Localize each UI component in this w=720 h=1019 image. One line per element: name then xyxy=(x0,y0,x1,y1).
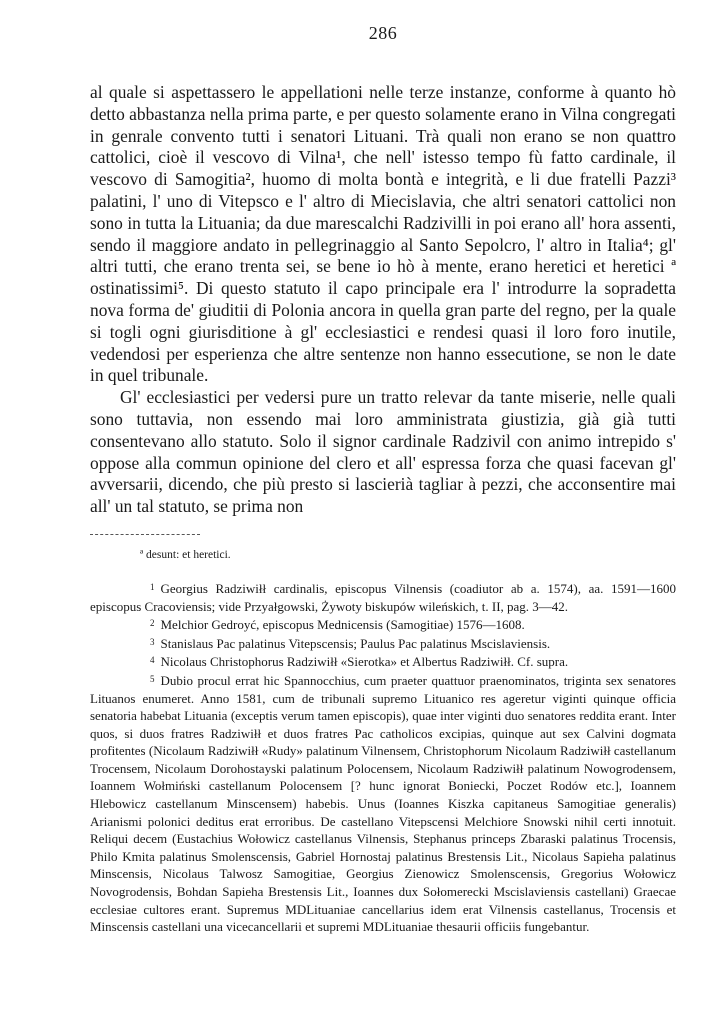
paragraph: Gl' ecclesiastici per vedersi pure un tratto relevar da tante miserie, nelle quali sono tuttavia, non essendo mai loro amministrata giustizia, già già tutti consentevano allo statuto. Solo il signor cardinale Radzivil con animo intrepido s' oppose alla commun opinione del clero et all' espressa forza che quasi facevan gl' avversarii, dicendo, che più presto si lascierià tagliar à pezzi, che acconsentire mai all' un tal statuto, se prima non xyxy=(90,387,676,517)
footnote xyxy=(90,652,676,671)
footnotes xyxy=(90,579,676,936)
document-page xyxy=(90,22,676,936)
footnote-number: 4 xyxy=(150,655,155,666)
main-text xyxy=(90,82,676,518)
footnote-text: Georgius Radziwiłł cardinalis, episcopus Vilnensis (coadiutor ab a. 1574), aa. 1591—1600 episcopus Cracoviensis; vide Przyałgowski, Żywoty biskupów wileńskich, t. II, pag. 3—42. xyxy=(90,580,676,614)
footnote-divider xyxy=(90,534,200,535)
footnote xyxy=(90,634,676,653)
page-number: 286 xyxy=(368,23,398,43)
footnote-number: 5 xyxy=(150,673,155,684)
footnote-text: Stanislaus Pac palatinus Vitepscensis; Paulus Pac palatinus Mscislaviensis. xyxy=(160,635,551,651)
footnote-text: Melchior Gedroyć, episcopus Mednicensis (Samogitiae) 1576—1608. xyxy=(160,617,525,633)
footnote-number: 3 xyxy=(150,636,155,647)
footnote xyxy=(90,671,676,936)
footnote xyxy=(90,615,676,634)
paragraph: al quale si aspettassero le appellationi nelle terze instanze, conforme à quanto hò detto abbastanza nella prima parte, e per questo solamente erano in Vilna congregati in genrale convento tutti i senatori Lituani. Trà quali non erano se non quattro cattolici, cioè il vescovo di Vilna¹, che nell' istesso tempo fù fatto cardinale, il vescovo di Samogitia², huomo di molta bontà e integrità, e li due fratelli Pazzi³ palatini, l' uno di Vitepsco e l' altro di Miecislavia, che altri senatori cattolici non sono in tutta la Lituania; da due marescalchi Radzivilli in poi erano all' hora assenti, sendo il maggiore andato in pellegrinaggio al Santo Sepolcro, l' altro in Italia⁴; gl' altri tutti, che erano trenta sei, se bene io hò à mente, erano heretici et heretici ª ostinatissimi⁵. Di questo statuto il capo principale era l' introdurre la sopradetta nova forma de' giuditii di Polonia ancora in quella gran parte del regno, per la quale si togli ogni giurisditione à gl' ecclesiastici e rendesi quasi il loro foro inutile, vedendosi per esperienza che altre sentenze non hanno essecutione, se non le date in quel tribunale. xyxy=(90,82,676,386)
critical-apparatus-note: ª desunt: et heretici. xyxy=(140,548,231,561)
footnote-number: 2 xyxy=(150,618,155,629)
footnote-text: Nicolaus Christophorus Radziwiłł «Sierotka» et Albertus Radziwiłł. Cf. supra. xyxy=(160,654,569,670)
footnote xyxy=(90,579,676,615)
footnote-number: 1 xyxy=(150,581,155,592)
footnote-text: Dubio procul errat hic Spannocchius, cum praeter quattuor praenominatos, triginta sex senatores Lituanos enumeret. Anno 1581, cum de tribunali supremo Lituanico res ageretur viginti quinque officia senatoria habebat Lituania (exceptis verum tamen episcopis), quae inter viginti duo senatores reddita erant. Inter quos, si duos fratres Radziwiłł et duos fratres Pac catholicos excipias, quinque aut sex Calvini dogmata profitentes (Nicolaum Radziwiłł «Rudy» palatinum Vilnensem, Christophorum Nicolaum Radziwiłł castellanum Trocensem, Nicolaum Dorohostayski palatinum Polocensem, Nicolaum Radziwiłł palatinum Nowogrodensem, Ioannem Wołmiński castellanum Polocensem [? hunc ignorat Boniecki, Poczet Rodów etc.], Ioannem Hlebowicz castellanum Minscensem) habebis. Unus (Ioannes Kiszka capitaneus Samogitiae generalis) Arianismi polonici deditus erat erroribus. De castellano Vitepscensi Melchiore Snowski nihil certi innotuit. Reliqui decem (Eustachius Wołowicz castellanus Vilnensis, Stephanus princeps Zbaraski palatinus Trocensis, Philo Kmita palatinus Smolenscensis, Gabriel Hornostaj palatinus Brestensis Lit., Nicolaus Sapieha palatinus Minscensis, Nicolaus Talwosz Samogitiae, Georgius Zienowicz Smolenscensis, Gregorius Wołowicz Novogrodensis, Bohdan Sapieha Brestensis Lit., Ioannes dux Sołomerecki Mscislaviensis castellani) Graecae ecclesiae cultores erant. Supremus MDLituaniae cancellarius idem erat Vilnensis castellanus, Trocensis et Minscensis castellani una vicecancellarii et supremi MDLituaniae thesaurii officiis fungebantur. xyxy=(90,672,676,935)
